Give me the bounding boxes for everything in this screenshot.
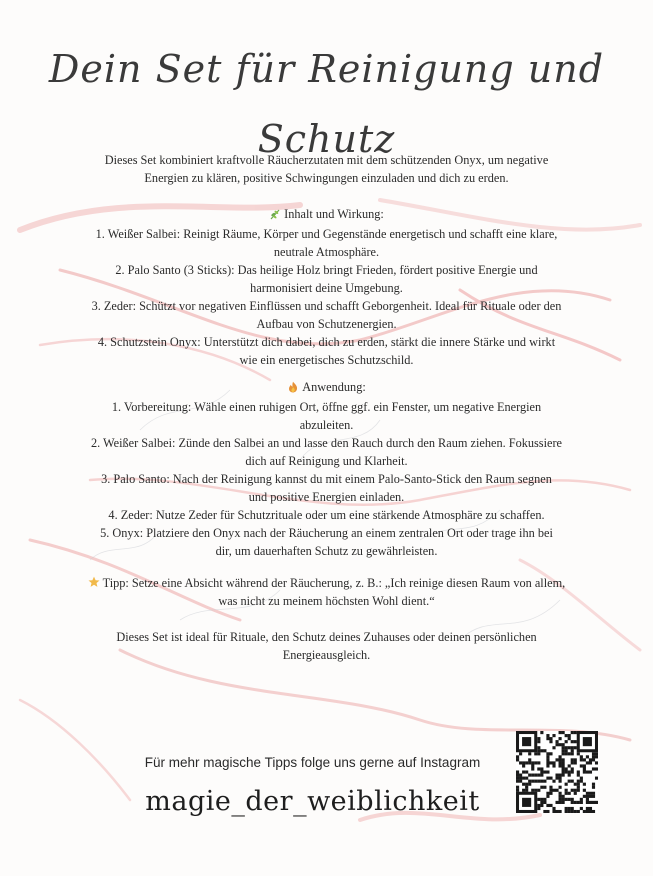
anwendung-line: abzuleiten. [299, 418, 354, 432]
qr-code-icon[interactable] [516, 731, 598, 813]
inhalt-line: 1. Weißer Salbei: Reinigt Räume, Körper und Gegenstände energetisch und schafft eine klare, [95, 227, 558, 241]
outro-text [60, 628, 593, 664]
anwendung-line: 2. Weißer Salbei: Zünde den Salbei an und lasse den Rauch durch den Raum ziehen. Fokussiere [90, 436, 563, 450]
anwendung-heading-label: Anwendung: [302, 380, 366, 394]
inhalt-line: wie ein energetisches Schutzschild. [239, 353, 414, 367]
page-title: Dein Set für Reinigung und Schutz [48, 47, 605, 161]
anwendung-line: 5. Onyx: Platziere den Onyx nach der Räucherung an einem zentralen Ort oder trage ihn bei [100, 526, 553, 540]
anwendung-line: dir, um dauerhaften Schutz zu gewährleisten. [215, 544, 438, 558]
inhalt-heading [60, 205, 593, 225]
inhalt-line: harmonisiert deine Umgebung. [250, 281, 403, 295]
outro-line: Dieses Set ist ideal für Rituale, den Schutz deines Zuhauses oder deinen persönlichen [116, 630, 537, 644]
tipp-line [60, 574, 593, 592]
anwendung-section [60, 378, 593, 560]
inhalt-heading-label: Inhalt und Wirkung: [284, 207, 384, 221]
anwendung-line: 3. Palo Santo: Nach der Reinigung kannst du mit einem Palo-Santo-Stick den Raum segnen [101, 472, 552, 486]
anwendung-line: 1. Vorbereitung: Wähle einen ruhigen Ort, öffne ggf. ein Fenster, um negative Energien [111, 400, 542, 414]
tipp-text: Tipp: Setze eine Absicht während der Räucherung, z. B.: „Ich reinige diesen Raum von allem, [102, 576, 566, 590]
tipp-line: was nicht zu meinem höchsten Wohl dient.“ [218, 594, 435, 608]
tipp-section [60, 574, 593, 610]
instagram-hint: Für mehr magische Tipps folge uns gerne auf Instagram [144, 755, 481, 770]
inhalt-line: 4. Schutzstein Onyx: Unterstützt dich dabei, dich zu erden, stärkt die innere Stärke und wirkt [97, 335, 556, 349]
inhalt-line: Aufbau von Schutzenergien. [256, 317, 397, 331]
inhalt-line: 3. Zeder: Schützt vor negativen Einflüssen und schafft Geborgenheit. Ideal für Rituale oder den [91, 299, 562, 313]
intro-line: Energien zu klären, positive Schwingungen einzuladen und dich zu erden. [144, 171, 509, 185]
anwendung-line: dich auf Reinigung und Klarheit. [245, 454, 408, 468]
intro-text [60, 151, 593, 187]
instagram-handle: magie_der_weiblichkeit [145, 786, 480, 817]
star-icon [88, 576, 100, 588]
anwendung-line: 4. Zeder: Nutze Zeder für Schutzrituale oder um eine stärkende Atmosphäre zu schaffen. [108, 508, 545, 522]
inhalt-line: 2. Palo Santo (3 Sticks): Das heilige Holz bringt Frieden, fördert positive Energie und [115, 263, 538, 277]
intro-line: Dieses Set kombiniert kraftvolle Räucherzutaten mit dem schützenden Onyx, um negative [104, 153, 549, 167]
herb-icon [269, 208, 281, 220]
inhalt-line: neutrale Atmosphäre. [273, 245, 380, 259]
anwendung-heading [60, 378, 593, 398]
inhalt-section [60, 205, 593, 369]
fire-icon [287, 381, 299, 393]
outro-line: Energieausgleich. [282, 648, 371, 662]
anwendung-line: und positive Energien einladen. [248, 490, 405, 504]
